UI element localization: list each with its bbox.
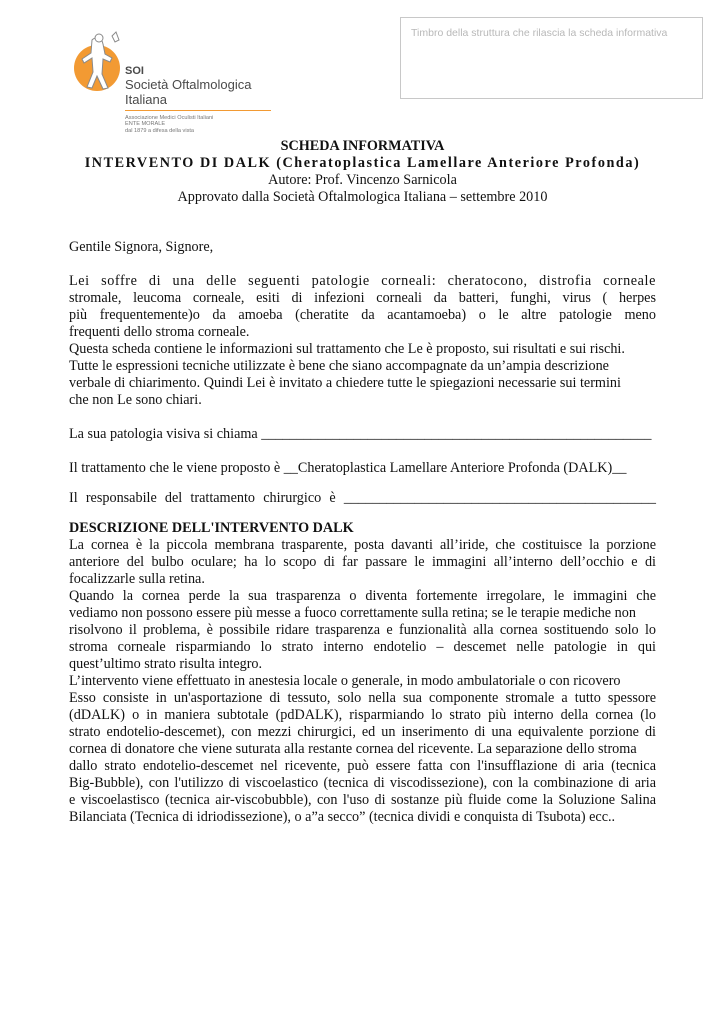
logo-sub-1: Associazione Medici Oculisti Italiani xyxy=(125,115,214,121)
description-line: L’intervento viene effettuato in anestesia locale o generale, in modo ambulatoriale o con ricovero xyxy=(69,673,621,689)
description-line: vediamo non possono essere più messe a fuoco correttamente sulla retina; se le terapie mediche non xyxy=(69,605,636,621)
responsible-field: Il responsabile del trattamento chirurgico è ____________________________________________ xyxy=(69,490,656,506)
logo-divider xyxy=(125,110,271,111)
description-line: La cornea è la piccola membrana trasparente, posta davanti all’iride, che costituisce la porzione xyxy=(69,537,656,553)
soi-logo xyxy=(72,28,282,134)
stamp-box xyxy=(400,17,703,99)
description-line: strato endotelio-descemet), con mezzi chirurgici, ed un inserimento di una equivalente porzione di xyxy=(69,724,656,740)
intro-line: più frequentemente)o da amoeba (cheratite da acantamoeba) o le altre patologie meno xyxy=(69,307,656,323)
doc-title: SCHEDA INFORMATIVA xyxy=(280,138,445,154)
description-line: Big-Bubble), con l'utilizzo di viscoelastico (tecnica di viscodissezione), con la combinazione di aria xyxy=(69,775,656,791)
intro-line: Questa scheda contiene le informazioni sul trattamento che Le è proposto, sui risultati e sui rischi. xyxy=(69,341,625,357)
logo-sub-2: ENTE MORALE xyxy=(125,121,166,128)
intro-line: stromale, leucoma corneale, esiti di infezioni corneali da batteri, funghi, virus ( herpes xyxy=(69,290,656,306)
description-line: cornea di donatore che viene suturata alla restante cornea del ricevente. La separazione dello stroma xyxy=(69,741,637,757)
doc-author: Autore: Prof. Vincenzo Sarnicola xyxy=(268,172,457,188)
stamp-placeholder-text: Timbro della struttura che rilascia la scheda informativa xyxy=(411,27,668,39)
logo-abbr: SOI xyxy=(125,65,144,77)
description-line: e viscoelastisco (tecnica air-viscobubble), con l'uso di sostanze più fluide come la Soluzione Salina xyxy=(69,792,656,808)
greeting: Gentile Signora, Signore, xyxy=(69,239,214,255)
treatment-field: Il trattamento che le viene proposto è __Cheratoplastica Lamellare Anteriore Profonda (DALK)__ xyxy=(69,460,627,476)
doc-subtitle: INTERVENTO DI DALK (Cheratoplastica Lamellare Anteriore Profonda) xyxy=(84,155,641,171)
intro-line: frequenti dello stroma corneale. xyxy=(69,324,250,340)
intro-line: Tutte le espressioni tecniche utilizzate è bene che siano accompagnate da un’ampia descrizione xyxy=(69,358,609,374)
doc-approval: Approvato dalla Società Oftalmologica Italiana – settembre 2010 xyxy=(177,189,548,205)
description-line: quest’ultimo strato risulta integro. xyxy=(69,656,263,672)
pathology-field: La sua patologia visiva si chiama _______________________________________________________ xyxy=(69,426,652,442)
description-line: stroma corneale risparmiando lo strato interno endotelio – descemet nelle patologie in qui xyxy=(69,639,656,655)
description-line: (dDALK) o in maniera subtotale (pdDALK), risparmiando lo strato più interno della cornea (lo xyxy=(69,707,656,723)
description-line: Esso consiste in un'asportazione di tessuto, solo nella sua componente stromale a tutto spessore xyxy=(69,690,656,706)
description-line: anteriore del bulbo oculare; ha lo scopo di far passare le immagini all’interno dell’occhio e di xyxy=(69,554,656,570)
logo-text xyxy=(125,65,282,134)
description-line: dallo strato endotelio-descemet nel ricevente, può essere fatta con l'insufflazione di aria (tecnica xyxy=(69,758,656,774)
logo-name: Società Oftalmologica Italiana xyxy=(125,77,252,107)
intro-line: Lei soffre di una delle seguenti patologie corneali: cheratocono, distrofia corneale xyxy=(69,273,656,289)
description-line: Bilanciata (Tecnica di idriodissezione), o a”a secco” (tecnica dividi e conquista di Tsubota) ecc.. xyxy=(69,809,616,825)
intro-line: che non Le sono chiari. xyxy=(69,392,202,408)
logo-sub-3: dal 1879 a difesa della vista xyxy=(125,127,195,134)
description-line: Quando la cornea perde la sua trasparenza o diventa fortemente irregolare, le immagini che xyxy=(69,588,656,604)
soi-emblem-icon xyxy=(72,28,132,98)
description-line: focalizzarle sulla retina. xyxy=(69,571,205,587)
description-heading: DESCRIZIONE DELL'INTERVENTO DALK xyxy=(69,520,354,536)
description-line: risolvono il problema, è possibile ridare trasparenza e funzionalità alla cornea sostituendo solo lo xyxy=(69,622,656,638)
intro-line: verbale di chiarimento. Quindi Lei è invitato a chiedere tutte le spiegazioni necessarie sui termini xyxy=(69,375,621,391)
